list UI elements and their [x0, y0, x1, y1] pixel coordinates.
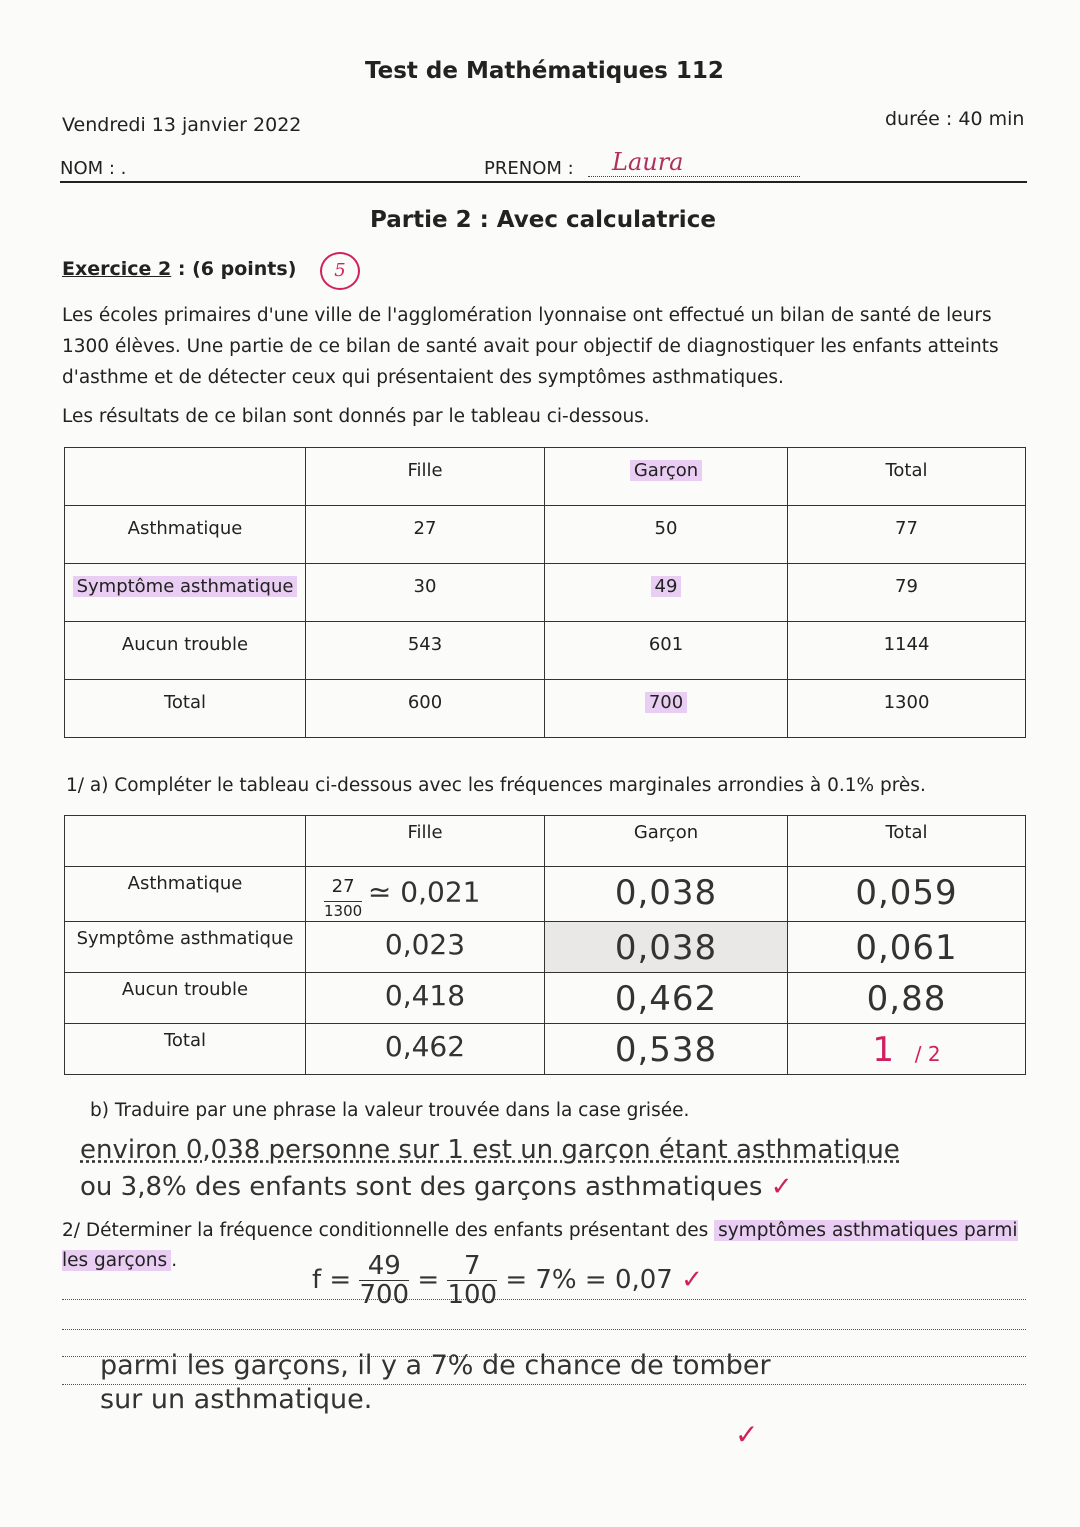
table-cell — [788, 973, 1026, 1024]
equals-sign: = — [417, 1265, 440, 1295]
table-cell — [306, 1024, 545, 1075]
fraction-denominator: 100 — [447, 1280, 498, 1310]
handwritten-value: 0,462 — [614, 979, 718, 1019]
score-mark: 5 — [320, 252, 360, 290]
table-cell-highlighted: 49 — [651, 576, 682, 597]
fraction-numerator: 49 — [359, 1252, 409, 1281]
table-row — [65, 622, 1026, 680]
table-header-cell — [545, 448, 788, 506]
question-2-end: . — [171, 1250, 178, 1271]
table-cell — [545, 973, 788, 1024]
answer-1b-line2 — [80, 1172, 793, 1202]
exercise-intro: Les écoles primaires d'une ville de l'agglomération lyonnaise ont effectué un bilan de santé de leurs 1300 élèves. Une partie de ce bilan de santé avait pour objectif de diagnostiquer les enfants atteints d'asthme et de détecter ceux qui présentaient des symptômes asthmatiques. — [62, 305, 999, 388]
table-row — [65, 867, 1026, 922]
fraction — [324, 873, 362, 920]
question-1a: 1/ a) Compléter le tableau ci-dessous avec les fréquences marginales arrondies à 0.1% près. — [66, 775, 926, 796]
question-2-text: 2/ Déterminer la fréquence conditionnelle des enfants présentant des — [62, 1220, 715, 1241]
handwritten-value: 0,538 — [614, 1030, 718, 1070]
answer-2-formula — [312, 1252, 703, 1309]
table-row-label: Aucun trouble — [65, 973, 306, 1024]
check-mark-icon: ✓ — [770, 1172, 793, 1202]
handwritten-value: 0,023 — [384, 928, 466, 961]
fraction — [359, 1252, 409, 1309]
answer-1b-line1: environ 0,038 personne sur 1 est un garçon étant asthmatique — [80, 1135, 900, 1165]
table-row-label-highlighted: Symptôme asthmatique — [73, 576, 298, 597]
check-mark-icon: ✓ — [681, 1265, 703, 1295]
table-header-cell — [65, 816, 306, 867]
grade-mark-value: 2 — [927, 1042, 941, 1066]
formula-f-label: f = — [312, 1265, 352, 1295]
section-title: Partie 2 : Avec calculatrice — [370, 207, 716, 233]
table-cell: 79 — [788, 564, 1026, 622]
data-table — [64, 447, 1026, 738]
table-header-row — [65, 448, 1026, 506]
fraction — [447, 1252, 497, 1309]
table-cell — [545, 564, 788, 622]
table-cell: 543 — [306, 622, 545, 680]
table-cell: 600 — [306, 680, 545, 738]
question-1b: b) Traduire par une phrase la valeur trouvée dans la case grisée. — [90, 1100, 690, 1121]
exercise-heading — [62, 258, 296, 280]
table-cell — [788, 1024, 1026, 1075]
table-cell — [306, 973, 545, 1024]
handwritten-value: 0,038 — [614, 928, 718, 968]
handwritten-value: 0,462 — [384, 1030, 466, 1063]
results-intro: Les résultats de ce bilan sont donnés par le tableau ci-dessous. — [62, 406, 650, 427]
fraction-denominator: 700 — [359, 1280, 410, 1310]
grade-mark: / 2 — [914, 1042, 941, 1066]
table-cell: 601 — [545, 622, 788, 680]
fraction-numerator: 7 — [447, 1252, 497, 1281]
exercise-label: Exercice 2 — [62, 258, 172, 280]
table-header-row — [65, 816, 1026, 867]
handwritten-value: 0,88 — [866, 979, 947, 1019]
frequency-table — [64, 815, 1026, 1075]
handwritten-value: 0,061 — [855, 928, 958, 968]
table-cell: 50 — [545, 506, 788, 564]
table-header-cell: Total — [788, 816, 1026, 867]
table-header-cell: Fille — [306, 816, 545, 867]
table-cell: 30 — [306, 564, 545, 622]
table-cell-highlighted: 700 — [645, 692, 687, 713]
prenom-value: Laura — [612, 148, 684, 176]
handwritten-value: ≃ 0,021 — [367, 875, 481, 909]
table-row — [65, 680, 1026, 738]
table-header-garcon: Garçon — [630, 460, 702, 481]
table-cell — [788, 922, 1026, 973]
table-cell — [545, 867, 788, 922]
handwritten-value: 0,418 — [384, 979, 466, 1012]
answer-2-conclusion-line2: sur un asthmatique. — [100, 1384, 373, 1415]
answer-2-conclusion-line1: parmi les garçons, il y a 7% de chance de tomber — [100, 1350, 771, 1381]
table-cell — [306, 867, 545, 922]
table-header-cell: Fille — [306, 448, 545, 506]
table-cell — [545, 1024, 788, 1075]
table-cell: 1144 — [788, 622, 1026, 680]
table-row-label: Asthmatique — [65, 867, 306, 922]
table-row-label: Total — [65, 1024, 306, 1075]
table-row — [65, 922, 1026, 973]
test-date: Vendredi 13 janvier 2022 — [62, 114, 302, 136]
table-row — [65, 564, 1026, 622]
answer-dotted-line — [62, 1328, 1026, 1330]
table-row — [65, 973, 1026, 1024]
table-row-label: Symptôme asthmatique — [65, 922, 306, 973]
table-cell — [545, 680, 788, 738]
table-cell — [788, 867, 1026, 922]
table-row-label: Aucun trouble — [65, 622, 306, 680]
table-row — [65, 506, 1026, 564]
table-header-cell: Total — [788, 448, 1026, 506]
table-cell — [306, 922, 545, 973]
table-row-label — [65, 564, 306, 622]
answer-1b-line2-text: ou 3,8% des enfants sont des garçons asthmatiques — [80, 1172, 763, 1202]
handwritten-value: 0,059 — [855, 873, 958, 913]
header-divider — [60, 181, 1027, 183]
exercise-points: : (6 points) — [177, 258, 297, 280]
table-row — [65, 1024, 1026, 1075]
handwritten-value: 1 — [872, 1030, 896, 1070]
table-header-cell — [65, 448, 306, 506]
table-cell: 27 — [306, 506, 545, 564]
table-header-cell: Garçon — [545, 816, 788, 867]
page-title: Test de Mathématiques 112 — [365, 58, 724, 84]
test-duration: durée : 40 min — [885, 108, 1025, 130]
nom-label: NOM : . — [60, 158, 127, 179]
table-row-label: Total — [65, 680, 306, 738]
formula-result: = 7% = 0,07 — [505, 1265, 673, 1295]
table-cell: 77 — [788, 506, 1026, 564]
table-row-label: Asthmatique — [65, 506, 306, 564]
fraction-numerator: 27 — [324, 873, 362, 902]
question-2-highlight: symptômes asthmatiques parmi les garçons — [62, 1220, 1018, 1271]
table-cell: 1300 — [788, 680, 1026, 738]
check-mark-icon: ✓ — [735, 1418, 759, 1451]
table-cell-grey — [545, 922, 788, 973]
prenom-label: PRENOM : — [484, 158, 574, 179]
fraction-denominator: 1300 — [324, 902, 363, 920]
handwritten-value: 0,038 — [614, 873, 718, 913]
